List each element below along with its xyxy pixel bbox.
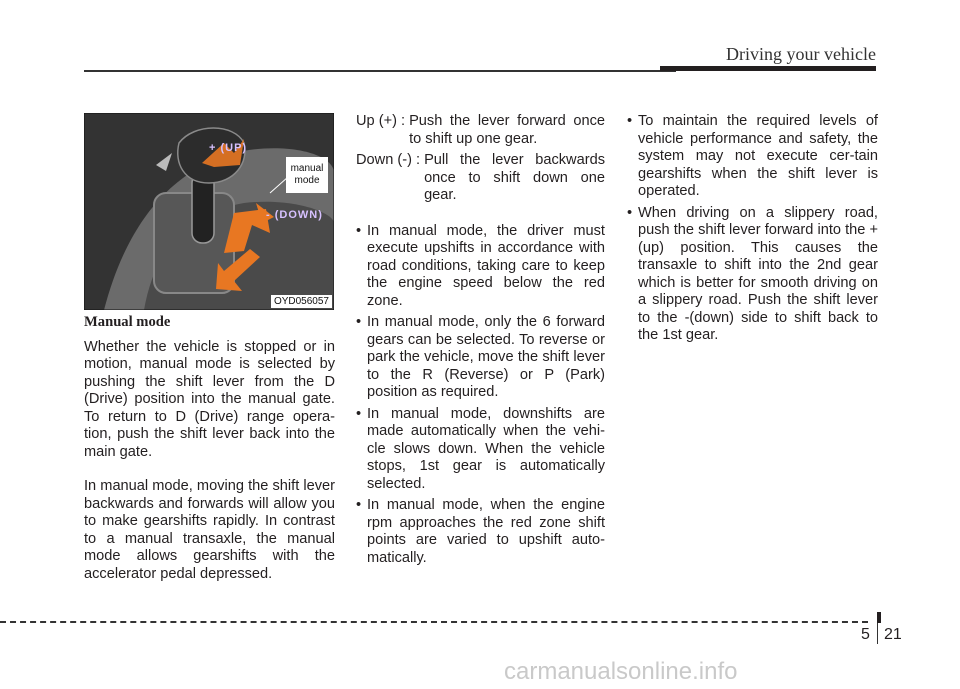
list-item-text: In manual mode, downshifts are made automatically when the vehi-cle slows down. When the vehicle stops, 1st gear is automatically selected. (367, 405, 605, 492)
list-item-text: In manual mode, only the 6 forward gears can be selected. To reverse or park the vehicle, move the shift lever to the R (Reverse) or P (Park) position as required. (367, 314, 605, 400)
figure-code: OYD056057 (271, 295, 332, 308)
running-header: Driving your vehicle (726, 44, 876, 64)
footer-tab-marker (877, 612, 881, 623)
bullet-icon: • (356, 405, 362, 422)
page-number: 21 (884, 626, 902, 643)
definition-up (356, 113, 605, 148)
definition-text: Pull the lever backwards once to shift down one gear. (424, 152, 605, 203)
section-heading: Manual mode (84, 314, 171, 330)
definition-down (356, 152, 605, 205)
paragraph: In manual mode, moving the shift lever backwards and forwards will allow you to make gearshifts rapidly. In contrast to a manual transaxle, the manual mode allows gearshifts with the accelerator pedal depressed. (84, 478, 335, 582)
bullet-icon: • (627, 204, 633, 221)
bullet-icon: • (356, 497, 362, 513)
footer-rule (0, 621, 868, 623)
column-middle (356, 113, 605, 567)
chapter-number: 5 (861, 626, 870, 643)
column-right (627, 113, 878, 345)
figure-label-down: - (DOWN) (266, 209, 323, 221)
paragraph: Whether the vehicle is stopped or in motion, manual mode is selected by pushing the shift lever from the D (Drive) position into the manual gate. To return to D (Drive) range opera-tion, push the shift lever back into the main gate. (84, 338, 335, 460)
bullet-icon: • (356, 222, 362, 239)
list-item-text: In manual mode, when the engine rpm approaches the red zone shift points are varied to upshift auto-matically. (367, 497, 605, 566)
list-item (627, 205, 878, 345)
definition-term: Up (+) : (356, 113, 406, 129)
definition-text: Push the lever forward once to shift up one gear. (409, 113, 605, 147)
list-item (356, 314, 605, 402)
list-item (356, 223, 605, 311)
list-item-text: When driving on a slippery road, push the shift lever forward into the +(up) position. This causes the transaxle to shift into the 2nd gear which is better for smooth driving on a slippery road. Push the shift lever to the -(down) side to shift back to the 1st gear. (638, 204, 878, 343)
header-rule (84, 70, 676, 72)
figure-label-up: + (UP) (209, 142, 248, 154)
bullet-icon: • (627, 113, 633, 129)
list-item (356, 497, 605, 567)
definition-term: Down (-) : (356, 152, 421, 168)
column-left (84, 314, 335, 600)
figure-callout: manual mode (286, 157, 328, 193)
list-item (356, 406, 605, 494)
header-rule-accent (660, 66, 876, 71)
shift-lever-figure (84, 113, 334, 310)
list-item (627, 113, 878, 201)
bullet-icon: • (356, 314, 362, 330)
watermark: carmanualsonline.info (504, 658, 738, 685)
list-item-text: In manual mode, the driver must execute upshifts in accordance with road conditions, taking care to keep the engine speed below the red zone. (367, 222, 605, 309)
list-item-text: To maintain the required levels of vehicle performance and safety, the system may not execute cer-tain gearshifts when the shift lever is operated. (638, 113, 878, 199)
